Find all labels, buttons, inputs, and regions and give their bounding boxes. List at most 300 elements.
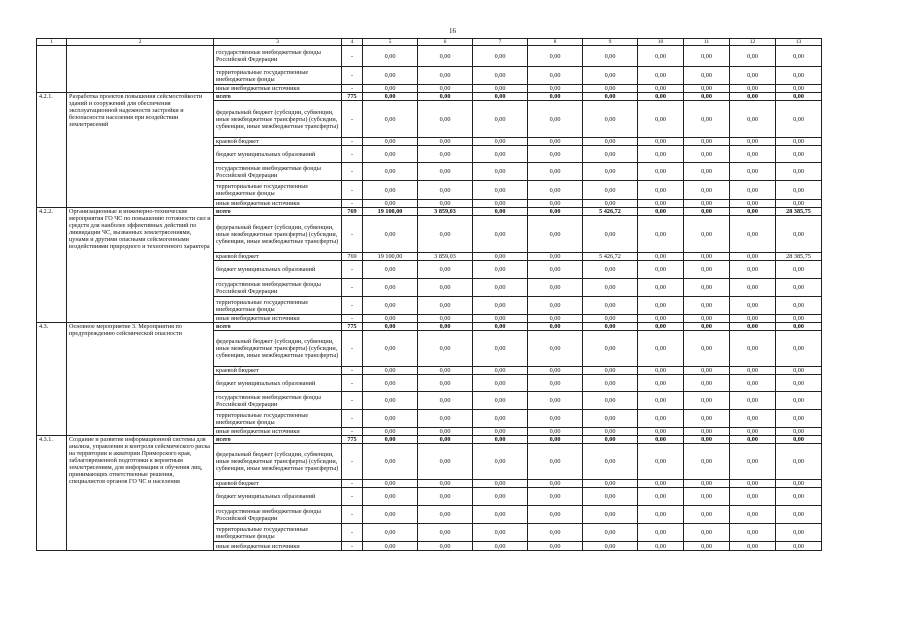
- amount-cell: 0,00: [776, 444, 822, 480]
- executor-code: -: [342, 181, 363, 200]
- executor-code: -: [342, 146, 363, 163]
- funding-source: иные внебюджетные источники: [214, 428, 342, 436]
- amount-cell: 0,00: [363, 216, 418, 253]
- funding-source: иные внебюджетные источники: [214, 85, 342, 93]
- amount-cell: 0,00: [583, 101, 638, 138]
- amount-cell: 0,00: [583, 85, 638, 93]
- executor-code: -: [342, 331, 363, 367]
- amount-cell: 0,00: [473, 253, 528, 261]
- executor-code: 775: [342, 436, 363, 444]
- column-number-row: [37, 39, 822, 46]
- funding-source: государственные внебюджетные фонды Российской Федерации: [214, 392, 342, 410]
- executor-code: -: [342, 367, 363, 375]
- funding-table: [36, 38, 822, 551]
- amount-cell: 0,00: [473, 85, 528, 93]
- column-number: 9: [583, 39, 638, 46]
- amount-cell: 5 426,72: [583, 253, 638, 261]
- amount-cell: 28 385,75: [776, 253, 822, 261]
- amount-cell: 0,00: [418, 392, 473, 410]
- amount-cell: 0,00: [418, 93, 473, 101]
- amount-cell: 0,00: [583, 323, 638, 331]
- amount-cell: 0,00: [418, 480, 473, 488]
- executor-code: -: [342, 138, 363, 146]
- amount-cell: 0,00: [684, 323, 730, 331]
- executor-code: -: [342, 392, 363, 410]
- amount-cell: 0,00: [473, 331, 528, 367]
- amount-cell: 0,00: [730, 138, 776, 146]
- amount-cell: 0,00: [684, 331, 730, 367]
- amount-cell: 0,00: [583, 331, 638, 367]
- amount-cell: 0,00: [418, 261, 473, 279]
- amount-cell: 0,00: [684, 46, 730, 67]
- amount-cell: 0,00: [684, 85, 730, 93]
- amount-cell: 0,00: [418, 163, 473, 181]
- amount-cell: 0,00: [684, 279, 730, 297]
- amount-cell: 0,00: [363, 444, 418, 480]
- amount-cell: 0,00: [583, 410, 638, 428]
- executor-code: -: [342, 216, 363, 253]
- amount-cell: 0,00: [418, 85, 473, 93]
- amount-cell: 0,00: [638, 163, 684, 181]
- amount-cell: 0,00: [528, 85, 583, 93]
- amount-cell: 0,00: [473, 46, 528, 67]
- amount-cell: 0,00: [583, 146, 638, 163]
- amount-cell: 0,00: [418, 279, 473, 297]
- amount-cell: 0,00: [528, 524, 583, 542]
- amount-cell: 0,00: [528, 428, 583, 436]
- amount-cell: 0,00: [776, 480, 822, 488]
- amount-cell: 0,00: [776, 506, 822, 524]
- amount-cell: 0,00: [776, 375, 822, 392]
- item-title: [67, 46, 214, 93]
- executor-code: -: [342, 480, 363, 488]
- amount-cell: 0,00: [528, 488, 583, 506]
- amount-cell: 0,00: [638, 146, 684, 163]
- executor-code: -: [342, 488, 363, 506]
- executor-code: -: [342, 410, 363, 428]
- amount-cell: 0,00: [730, 297, 776, 315]
- executor-code: 769: [342, 208, 363, 216]
- amount-cell: 0,00: [473, 480, 528, 488]
- amount-cell: 0,00: [684, 261, 730, 279]
- amount-cell: 0,00: [638, 392, 684, 410]
- amount-cell: 0,00: [776, 488, 822, 506]
- amount-cell: 0,00: [684, 524, 730, 542]
- amount-cell: 0,00: [473, 488, 528, 506]
- amount-cell: 0,00: [418, 315, 473, 323]
- amount-cell: 0,00: [418, 200, 473, 208]
- amount-cell: 0,00: [730, 101, 776, 138]
- amount-cell: 28 385,75: [776, 208, 822, 216]
- amount-cell: 0,00: [583, 375, 638, 392]
- amount-cell: 0,00: [418, 428, 473, 436]
- amount-cell: 0,00: [418, 542, 473, 551]
- column-number: 11: [684, 39, 730, 46]
- amount-cell: 0,00: [776, 181, 822, 200]
- funding-source: краевой бюджет: [214, 253, 342, 261]
- funding-source: всего: [214, 93, 342, 101]
- amount-cell: 0,00: [583, 506, 638, 524]
- amount-cell: 0,00: [776, 392, 822, 410]
- amount-cell: 0,00: [730, 261, 776, 279]
- amount-cell: 0,00: [638, 506, 684, 524]
- amount-cell: 0,00: [776, 297, 822, 315]
- amount-cell: 0,00: [528, 480, 583, 488]
- column-number: 13: [776, 39, 822, 46]
- amount-cell: 0,00: [418, 524, 473, 542]
- amount-cell: 0,00: [473, 146, 528, 163]
- executor-code: -: [342, 375, 363, 392]
- amount-cell: 0,00: [638, 93, 684, 101]
- funding-source: федеральный бюджет (субсидии, субвенции, иные межбюджетные трансферты) (субсидии, субвенции, иные межбюджетные трансферты): [214, 101, 342, 138]
- amount-cell: 0,00: [776, 524, 822, 542]
- amount-cell: 0,00: [776, 279, 822, 297]
- amount-cell: 3 859,03: [418, 208, 473, 216]
- executor-code: -: [342, 444, 363, 480]
- amount-cell: 0,00: [638, 367, 684, 375]
- amount-cell: 0,00: [638, 542, 684, 551]
- amount-cell: 0,00: [684, 67, 730, 85]
- amount-cell: 0,00: [583, 315, 638, 323]
- amount-cell: 0,00: [583, 428, 638, 436]
- amount-cell: 0,00: [528, 146, 583, 163]
- funding-source: бюджет муниципальных образований: [214, 146, 342, 163]
- amount-cell: 0,00: [730, 163, 776, 181]
- column-number: 1: [37, 39, 67, 46]
- amount-cell: 0,00: [418, 67, 473, 85]
- amount-cell: 0,00: [528, 216, 583, 253]
- funding-source: бюджет муниципальных образований: [214, 488, 342, 506]
- amount-cell: 0,00: [473, 208, 528, 216]
- funding-source: государственные внебюджетные фонды Российской Федерации: [214, 506, 342, 524]
- amount-cell: 0,00: [730, 331, 776, 367]
- amount-cell: 0,00: [638, 261, 684, 279]
- amount-cell: 0,00: [730, 279, 776, 297]
- amount-cell: 0,00: [638, 253, 684, 261]
- amount-cell: 0,00: [528, 93, 583, 101]
- amount-cell: 0,00: [776, 101, 822, 138]
- amount-cell: 0,00: [418, 146, 473, 163]
- amount-cell: 0,00: [684, 163, 730, 181]
- amount-cell: 0,00: [363, 375, 418, 392]
- column-number: 3: [214, 39, 342, 46]
- amount-cell: 0,00: [528, 444, 583, 480]
- amount-cell: 0,00: [528, 101, 583, 138]
- amount-cell: 0,00: [684, 297, 730, 315]
- amount-cell: 0,00: [583, 261, 638, 279]
- amount-cell: 0,00: [528, 297, 583, 315]
- amount-cell: 0,00: [363, 367, 418, 375]
- amount-cell: 0,00: [684, 392, 730, 410]
- amount-cell: 0,00: [684, 436, 730, 444]
- amount-cell: 0,00: [684, 506, 730, 524]
- amount-cell: 0,00: [776, 93, 822, 101]
- amount-cell: 5 426,72: [583, 208, 638, 216]
- funding-source: территориальные государственные внебюджетные фонды: [214, 524, 342, 542]
- amount-cell: 0,00: [684, 375, 730, 392]
- funding-source: краевой бюджет: [214, 480, 342, 488]
- amount-cell: 0,00: [583, 444, 638, 480]
- amount-cell: 0,00: [776, 163, 822, 181]
- amount-cell: 0,00: [363, 392, 418, 410]
- amount-cell: 0,00: [776, 542, 822, 551]
- amount-cell: 0,00: [583, 392, 638, 410]
- amount-cell: 0,00: [684, 444, 730, 480]
- amount-cell: 0,00: [730, 392, 776, 410]
- executor-code: -: [342, 279, 363, 297]
- amount-cell: 0,00: [363, 46, 418, 67]
- amount-cell: 0,00: [418, 367, 473, 375]
- amount-cell: 0,00: [730, 67, 776, 85]
- amount-cell: 0,00: [473, 392, 528, 410]
- amount-cell: 0,00: [638, 428, 684, 436]
- column-number: 5: [363, 39, 418, 46]
- executor-code: -: [342, 85, 363, 93]
- executor-code: -: [342, 542, 363, 551]
- amount-cell: 0,00: [528, 436, 583, 444]
- amount-cell: 0,00: [473, 436, 528, 444]
- amount-cell: 0,00: [363, 331, 418, 367]
- amount-cell: 0,00: [528, 46, 583, 67]
- amount-cell: 0,00: [776, 367, 822, 375]
- funding-source: иные внебюджетные источники: [214, 200, 342, 208]
- executor-code: -: [342, 297, 363, 315]
- amount-cell: 0,00: [684, 410, 730, 428]
- amount-cell: 0,00: [583, 138, 638, 146]
- amount-cell: 0,00: [776, 216, 822, 253]
- amount-cell: 0,00: [363, 480, 418, 488]
- amount-cell: 0,00: [684, 181, 730, 200]
- table-row: [37, 436, 822, 444]
- amount-cell: 0,00: [583, 181, 638, 200]
- amount-cell: 0,00: [473, 367, 528, 375]
- item-title: Основное мероприятие 3. Мероприятия по предупреждению сейсмической опасности: [67, 323, 214, 436]
- executor-code: -: [342, 506, 363, 524]
- funding-source: всего: [214, 323, 342, 331]
- amount-cell: 0,00: [473, 375, 528, 392]
- amount-cell: 0,00: [776, 331, 822, 367]
- amount-cell: 0,00: [776, 436, 822, 444]
- amount-cell: 0,00: [473, 163, 528, 181]
- amount-cell: 0,00: [418, 138, 473, 146]
- amount-cell: 0,00: [473, 101, 528, 138]
- amount-cell: 0,00: [730, 216, 776, 253]
- amount-cell: 0,00: [363, 101, 418, 138]
- funding-source: краевой бюджет: [214, 138, 342, 146]
- amount-cell: 0,00: [684, 138, 730, 146]
- item-number: [37, 46, 67, 93]
- amount-cell: 0,00: [473, 506, 528, 524]
- column-number: 12: [730, 39, 776, 46]
- amount-cell: 0,00: [638, 101, 684, 138]
- table-row: [37, 323, 822, 331]
- amount-cell: 0,00: [363, 524, 418, 542]
- amount-cell: 19 100,00: [363, 208, 418, 216]
- amount-cell: 0,00: [776, 428, 822, 436]
- amount-cell: 0,00: [730, 436, 776, 444]
- amount-cell: 3 859,03: [418, 253, 473, 261]
- amount-cell: 0,00: [638, 297, 684, 315]
- amount-cell: 0,00: [528, 331, 583, 367]
- amount-cell: 0,00: [363, 93, 418, 101]
- amount-cell: 0,00: [418, 436, 473, 444]
- amount-cell: 0,00: [730, 85, 776, 93]
- amount-cell: 0,00: [730, 444, 776, 480]
- amount-cell: 0,00: [684, 253, 730, 261]
- amount-cell: 0,00: [473, 67, 528, 85]
- amount-cell: 0,00: [583, 46, 638, 67]
- amount-cell: 0,00: [363, 488, 418, 506]
- executor-code: 769: [342, 253, 363, 261]
- amount-cell: 0,00: [473, 297, 528, 315]
- amount-cell: 0,00: [418, 297, 473, 315]
- executor-code: -: [342, 261, 363, 279]
- amount-cell: 0,00: [528, 315, 583, 323]
- amount-cell: 0,00: [418, 216, 473, 253]
- amount-cell: 0,00: [583, 297, 638, 315]
- amount-cell: 0,00: [776, 410, 822, 428]
- amount-cell: 0,00: [583, 216, 638, 253]
- amount-cell: 0,00: [684, 315, 730, 323]
- funding-source: краевой бюджет: [214, 367, 342, 375]
- amount-cell: 0,00: [730, 208, 776, 216]
- amount-cell: 0,00: [638, 85, 684, 93]
- executor-code: -: [342, 46, 363, 67]
- amount-cell: 0,00: [363, 181, 418, 200]
- executor-code: -: [342, 428, 363, 436]
- amount-cell: 0,00: [583, 93, 638, 101]
- amount-cell: 0,00: [730, 200, 776, 208]
- amount-cell: 0,00: [730, 488, 776, 506]
- amount-cell: 0,00: [776, 261, 822, 279]
- amount-cell: 0,00: [583, 480, 638, 488]
- amount-cell: 0,00: [363, 67, 418, 85]
- item-number: 4.2.2.: [37, 208, 67, 323]
- amount-cell: 0,00: [528, 542, 583, 551]
- amount-cell: 0,00: [684, 216, 730, 253]
- amount-cell: 0,00: [418, 410, 473, 428]
- amount-cell: 0,00: [638, 67, 684, 85]
- executor-code: -: [342, 200, 363, 208]
- amount-cell: 0,00: [684, 200, 730, 208]
- amount-cell: 0,00: [363, 428, 418, 436]
- amount-cell: 0,00: [528, 506, 583, 524]
- item-number: 4.3.1.: [37, 436, 67, 551]
- executor-code: -: [342, 315, 363, 323]
- amount-cell: 0,00: [418, 488, 473, 506]
- amount-cell: 0,00: [473, 181, 528, 200]
- amount-cell: 0,00: [684, 146, 730, 163]
- amount-cell: 0,00: [730, 542, 776, 551]
- amount-cell: 0,00: [528, 392, 583, 410]
- funding-source: территориальные государственные внебюджетные фонды: [214, 297, 342, 315]
- amount-cell: 0,00: [583, 488, 638, 506]
- amount-cell: 0,00: [528, 208, 583, 216]
- amount-cell: 0,00: [363, 410, 418, 428]
- item-number: 4.3.: [37, 323, 67, 436]
- amount-cell: 0,00: [363, 200, 418, 208]
- amount-cell: 0,00: [418, 331, 473, 367]
- executor-code: -: [342, 163, 363, 181]
- page-number: 16: [449, 27, 456, 35]
- amount-cell: 0,00: [638, 216, 684, 253]
- funding-source: федеральный бюджет (субсидии, субвенции, иные межбюджетные трансферты) (субсидии, субвенции, иные межбюджетные трансферты): [214, 216, 342, 253]
- amount-cell: 0,00: [638, 480, 684, 488]
- amount-cell: 0,00: [638, 444, 684, 480]
- amount-cell: 0,00: [528, 253, 583, 261]
- amount-cell: 0,00: [730, 506, 776, 524]
- amount-cell: 0,00: [730, 323, 776, 331]
- amount-cell: 0,00: [684, 542, 730, 551]
- amount-cell: 0,00: [473, 200, 528, 208]
- funding-source: государственные внебюджетные фонды Российской Федерации: [214, 279, 342, 297]
- amount-cell: 0,00: [776, 323, 822, 331]
- amount-cell: 0,00: [528, 410, 583, 428]
- table-row: [37, 208, 822, 216]
- amount-cell: 0,00: [418, 46, 473, 67]
- amount-cell: 0,00: [528, 67, 583, 85]
- amount-cell: 0,00: [583, 524, 638, 542]
- funding-source: бюджет муниципальных образований: [214, 261, 342, 279]
- amount-cell: 0,00: [638, 208, 684, 216]
- amount-cell: 0,00: [730, 253, 776, 261]
- amount-cell: 0,00: [638, 279, 684, 297]
- amount-cell: 0,00: [638, 200, 684, 208]
- amount-cell: 0,00: [776, 138, 822, 146]
- column-number: 7: [473, 39, 528, 46]
- amount-cell: 0,00: [638, 488, 684, 506]
- funding-source: иные внебюджетные источники: [214, 542, 342, 551]
- funding-source: территориальные государственные внебюджетные фонды: [214, 181, 342, 200]
- amount-cell: 0,00: [528, 323, 583, 331]
- amount-cell: 0,00: [583, 542, 638, 551]
- amount-cell: 0,00: [363, 436, 418, 444]
- amount-cell: 0,00: [418, 506, 473, 524]
- amount-cell: 0,00: [638, 46, 684, 67]
- amount-cell: 0,00: [473, 261, 528, 279]
- funding-source: территориальные государственные внебюджетные фонды: [214, 67, 342, 85]
- amount-cell: 0,00: [638, 436, 684, 444]
- amount-cell: 0,00: [363, 138, 418, 146]
- executor-code: -: [342, 67, 363, 85]
- amount-cell: 0,00: [776, 146, 822, 163]
- executor-code: -: [342, 101, 363, 138]
- amount-cell: 0,00: [473, 444, 528, 480]
- amount-cell: 0,00: [638, 315, 684, 323]
- amount-cell: 0,00: [583, 436, 638, 444]
- amount-cell: 0,00: [528, 163, 583, 181]
- executor-code: 775: [342, 93, 363, 101]
- amount-cell: 0,00: [730, 181, 776, 200]
- item-title: Создание и развитие информационной системы для анализа, управления и контроля сейсмического риска на территории и акватории Приморского края, заблаговременной подготовки к вероятным землетрясениям, для информации и обучения лиц, принимающих ответственные решения, специалистов органов ГО ЧС и населения: [67, 436, 214, 551]
- amount-cell: 0,00: [638, 323, 684, 331]
- amount-cell: 0,00: [528, 367, 583, 375]
- amount-cell: 0,00: [473, 216, 528, 253]
- item-title: Разработка проектов повышения сейсмостойкости зданий и сооружений для обеспечения эксплуатационной надежности застройки и безопасности населения при воздействии землетрясений: [67, 93, 214, 208]
- amount-cell: 0,00: [730, 480, 776, 488]
- amount-cell: 0,00: [363, 506, 418, 524]
- amount-cell: 0,00: [528, 200, 583, 208]
- amount-cell: 0,00: [363, 146, 418, 163]
- column-number: 10: [638, 39, 684, 46]
- amount-cell: 0,00: [528, 279, 583, 297]
- amount-cell: 0,00: [730, 428, 776, 436]
- amount-cell: 0,00: [418, 101, 473, 138]
- amount-cell: 0,00: [638, 181, 684, 200]
- amount-cell: 0,00: [583, 67, 638, 85]
- amount-cell: 0,00: [473, 428, 528, 436]
- amount-cell: 0,00: [528, 375, 583, 392]
